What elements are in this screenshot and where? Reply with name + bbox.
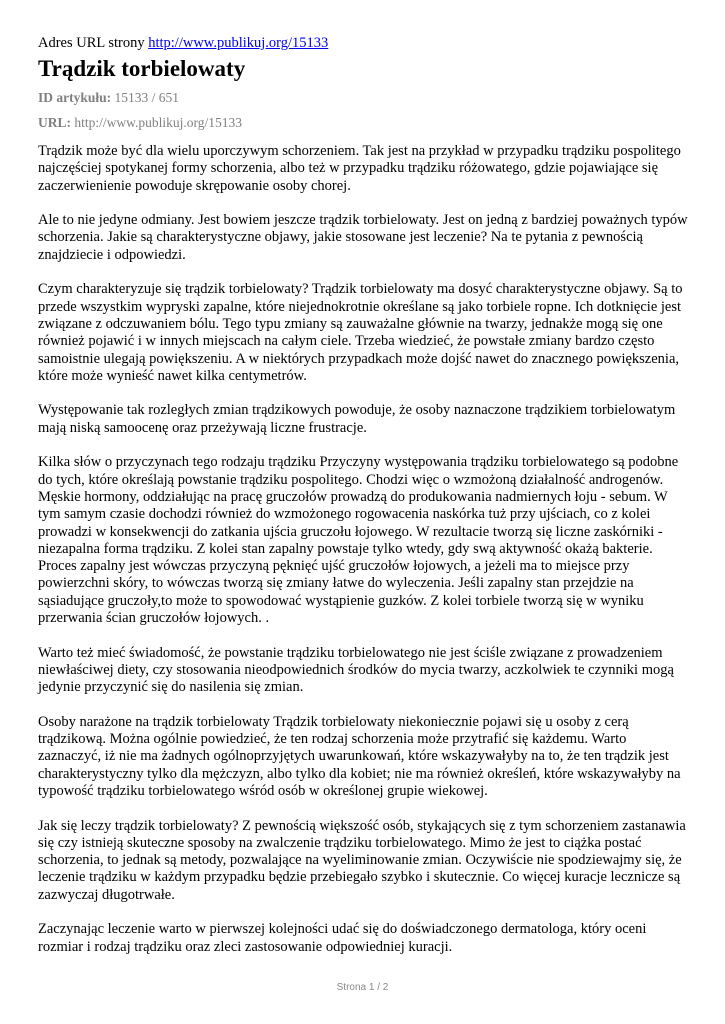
article-url-label: URL:	[38, 115, 71, 130]
page-url-link[interactable]: http://www.publikuj.org/15133	[148, 35, 329, 51]
paragraph: Trądzik może być dla wielu uporczywym schorzeniem. Tak jest na przykład w przypadku trądziku pospolitego najczęściej spotykanej formy schorzenia, albo też w przypadku trądziku różowatego, gdzie pojawiające się zaczerwienienie powoduje skrępowanie osoby chorej.	[38, 143, 681, 194]
paragraph: Zaczynając leczenie warto w pierwszej kolejności udać się do doświadczonego dermatologa, który oceni rozmiar i rodzaj trądziku oraz zleci zastosowanie odpowiedniej kuracji.	[38, 921, 647, 955]
article-url	[38, 114, 692, 132]
paragraph: Czym charakteryzuje się trądzik torbielowaty? Trądzik torbielowaty ma dosyć charakterystyczne objawy. Są to przede wszystkim wypryski zapalne, które niejednokrotnie określane są jako torbiele ropne. Ich dotknięcie jest związane z odczuwaniem bólu. Tego typu zmiany są zauważalne głównie na twarzy, jednakże mogą się one również pojawić i w innych miejscach na całym ciele. Trzeba wiedzieć, że powstałe zmiany bardzo często samoistnie ulegają powiększeniu. A w niektórych przypadkach może dojść nawet do znacznego powiększenia, które może wynieść nawet kilka centymetrów.	[38, 281, 683, 384]
paragraph: Ale to nie jedyne odmiany. Jest bowiem jeszcze trądzik torbielowaty. Jest on jedną z bardziej poważnych typów schorzenia. Jakie są charakterystyczne objawy, jakie stosowane jest leczenie? Na te pytania z pewnością znajdziecie i odpowiedzi.	[38, 212, 688, 263]
document-page	[38, 34, 692, 973]
paragraph: Osoby narażone na trądzik torbielowaty Trądzik torbielowaty niekoniecznie pojawi się u osoby z cerą trądzikową. Można ogólnie powiedzieć, że ten rodzaj schorzenia może przytrafić się każdemu. Warto zaznaczyć, iż nie ma żadnych ogólnoprzyjętych uwarunkowań, które wskazywałyby na to, że ten trądzik jest charakterystyczny tylko dla mężczyzn, albo tylko dla kobiet; nie ma również określeń, które wskazywałyby na typowość trądziku torbielowatego wśród osób w określonej grupie wiekowej.	[38, 713, 681, 799]
paragraph: Kilka słów o przyczynach tego rodzaju trądziku Przyczyny występowania trądziku torbielowatego są podobne do tych, które określają powstanie trądziku pospolitego. Chodzi więc o wzmożoną działalność androgenów. Męskie hormony, oddziałując na pracę gruczołów prowadzą do produkowania nadmiernych łoju - sebum. W tym samym czasie dochodzi również do wzmożonego rogowacenia naskórka tuż przy ujściach, co z kolei prowadzi w konsekwencji do zatkania ujścia gruczołu łojowego. W rezultacie tworzą się liczne zaskórniki - niezapalna forma trądziku. Z kolei stan zapalny powstaje tylko wtedy, gdy swą aktywność okażą bakterie. Proces zapalny jest wówczas przyczyną pęknięć ujść gruczołów łojowych, a jeżeli ma to miejsce przy powierzchni skóry, to wówczas tworzą się zmiany łatwe do wyleczenia. Jeśli zapalny stan przejdzie na sąsiadujące gruczoły,to może to spowodować wystąpienie guzków. Z kolei torbiele tworzą się w wyniku przerwania ścian gruczołów łojowych. .	[38, 454, 679, 627]
page-url-line	[38, 34, 692, 52]
paragraph: Warto też mieć świadomość, że powstanie trądziku torbielowatego nie jest ściśle związane z prowadzeniem niewłaściwej diety, czy stosowania nieodpowiednich środków do mycia twarzy, aczkolwiek te czynniki mogą jedynie przyczynić się do nasilenia się zmian.	[38, 644, 674, 696]
article-body	[38, 143, 692, 956]
article-id	[38, 89, 692, 107]
article-id-label: ID artykułu:	[38, 90, 112, 105]
page-number: Strona 1 / 2	[336, 982, 389, 993]
article-id-value: 15133 / 651	[114, 90, 180, 105]
paragraph: Występowanie tak rozległych zmian trądzikowych powoduje, że osoby naznaczone trądzikiem torbielowatym mają niską samoocenę oraz przeżywają liczne frustracje.	[38, 402, 676, 436]
article-url-value: http://www.publikuj.org/15133	[74, 115, 243, 130]
paragraph: Jak się leczy trądzik torbielowaty? Z pewnością większość osób, stykających się z tym schorzeniem zastanawia się czy istnieją skuteczne sposoby na zwalczenie trądziku torbielowatego. Mimo że jest to ciążka postać schorzenia, to jednak są metody, pozwalające na wyeliminowanie zmian. Oczywiście nie spodziewajmy się, że leczenie trądziku w każdym przypadku będzie przebiegało szybko i skutecznie. Co więcej kuracje lecznicze są zazwyczaj długotrwałe.	[38, 817, 686, 903]
url-label: Adres URL strony	[38, 35, 145, 51]
article-title: Trądzik torbielowaty	[38, 56, 246, 81]
